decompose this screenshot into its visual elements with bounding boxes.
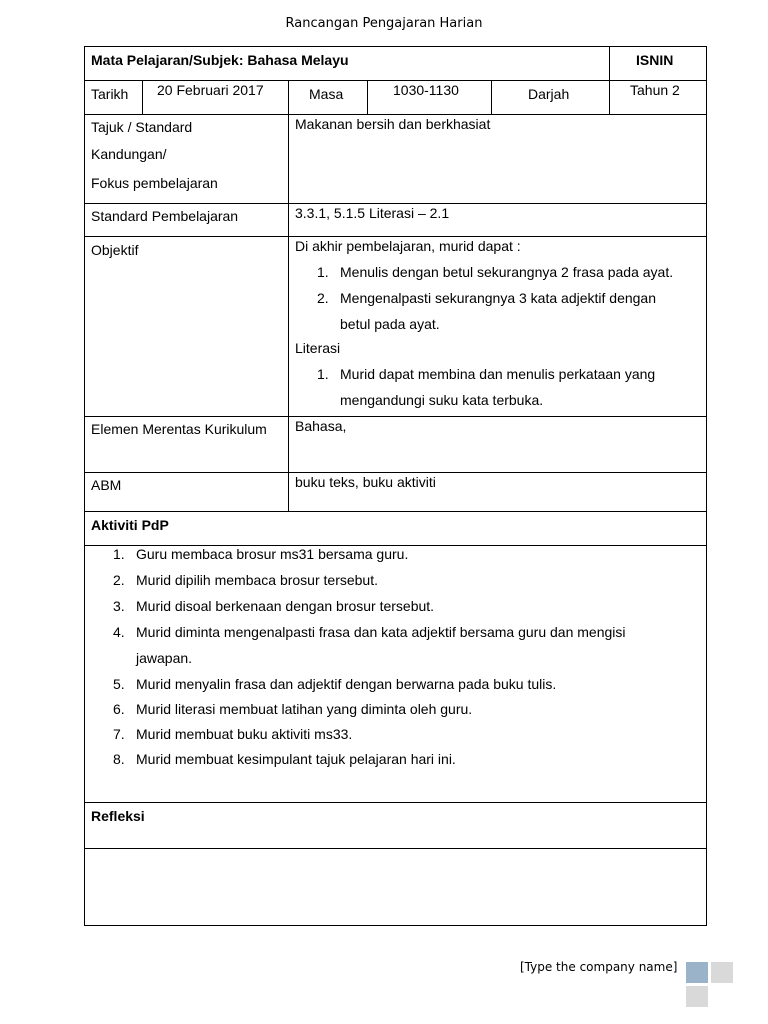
literasi-item-1-text: Murid dapat membina dan menulis perkataan yang [340,366,656,382]
company-name-placeholder: [Type the company name] [520,960,678,974]
elemen-value: Bahasa, [295,418,347,434]
tarikh-label: Tarikh [91,86,129,102]
aktiviti-item-4-text: Murid diminta mengenalpasti frasa dan kata adjektif bersama guru dan mengisi [136,624,626,640]
aktiviti-item-3-text: Murid disoal berkenaan dengan brosur tersebut. [136,598,435,614]
aktiviti-item-1-text: Guru membaca brosur ms31 bersama guru. [136,546,409,562]
literasi-item-1-text-cont: mengandungi suku kata terbuka. [340,392,544,408]
aktiviti-item-2-text: Murid dipilih membaca brosur tersebut. [136,572,378,588]
darjah-label: Darjah [528,86,570,102]
abm-label: ABM [91,477,122,493]
standard-pembelajaran-label: Standard Pembelajaran [91,208,239,224]
objektif-intro: Di akhir pembelajaran, murid dapat : [295,238,521,254]
aktiviti-item-5-text: Murid menyalin frasa dan adjektif dengan berwarna pada buku tulis. [136,676,557,692]
darjah-value: Tahun 2 [630,82,680,98]
page-title: Rancangan Pengajaran Harian [285,16,483,31]
objektif-item-2-num: 2. [317,290,329,306]
objektif-item-1-text: Menulis dengan betul sekurangnya 2 frasa pada ayat. [340,264,674,280]
day-label: ISNIN [636,52,674,68]
tarikh-value: 20 Februari 2017 [157,82,264,98]
refleksi-title: Refleksi [91,808,145,824]
aktiviti-item-8-num: 8. [113,751,125,767]
aktiviti-item-8-text: Murid membuat kesimpulant tajuk pelajaran hari ini. [136,751,456,767]
objektif-item-2-text: Mengenalpasti sekurangnya 3 kata adjektif dengan [340,290,656,306]
masa-value: 1030-1130 [393,82,459,98]
aktiviti-item-3-num: 3. [113,598,125,614]
tajuk-label-line3: Fokus pembelajaran [91,175,218,191]
tajuk-label-line1: Tajuk / Standard [91,119,193,135]
elemen-label: Elemen Merentas Kurikulum [91,421,267,437]
aktiviti-item-5-num: 5. [113,676,125,692]
aktiviti-item-2-num: 2. [113,572,125,588]
aktiviti-item-1-num: 1. [113,546,125,562]
aktiviti-title: Aktiviti PdP [91,517,169,533]
subject-label: Mata Pelajaran/Subjek: Bahasa Melayu [91,52,349,68]
tajuk-value: Makanan bersih dan berkhasiat [295,116,491,132]
literasi-label: Literasi [295,340,341,356]
standard-pembelajaran-value: 3.3.1, 5.1.5 Literasi – 2.1 [295,205,450,221]
tajuk-label-line2: Kandungan/ [91,146,167,162]
footer-square-grey-bottom [686,986,708,1007]
abm-value: buku teks, buku aktiviti [295,474,436,490]
aktiviti-item-6-num: 6. [113,701,125,717]
aktiviti-item-4-num: 4. [113,624,125,640]
aktiviti-item-7-num: 7. [113,726,125,742]
aktiviti-item-6-text: Murid literasi membuat latihan yang diminta oleh guru. [136,701,473,717]
aktiviti-item-4-text-cont: jawapan. [136,650,193,666]
footer-square-grey-top [711,962,733,983]
objektif-item-1-num: 1. [317,264,329,280]
objektif-label: Objektif [91,242,139,258]
aktiviti-item-7-text: Murid membuat buku aktiviti ms33. [136,726,353,742]
footer-square-blue [686,962,708,983]
literasi-item-1-num: 1. [317,366,329,382]
objektif-item-2-text-cont: betul pada ayat. [340,316,440,332]
masa-label: Masa [309,86,344,102]
